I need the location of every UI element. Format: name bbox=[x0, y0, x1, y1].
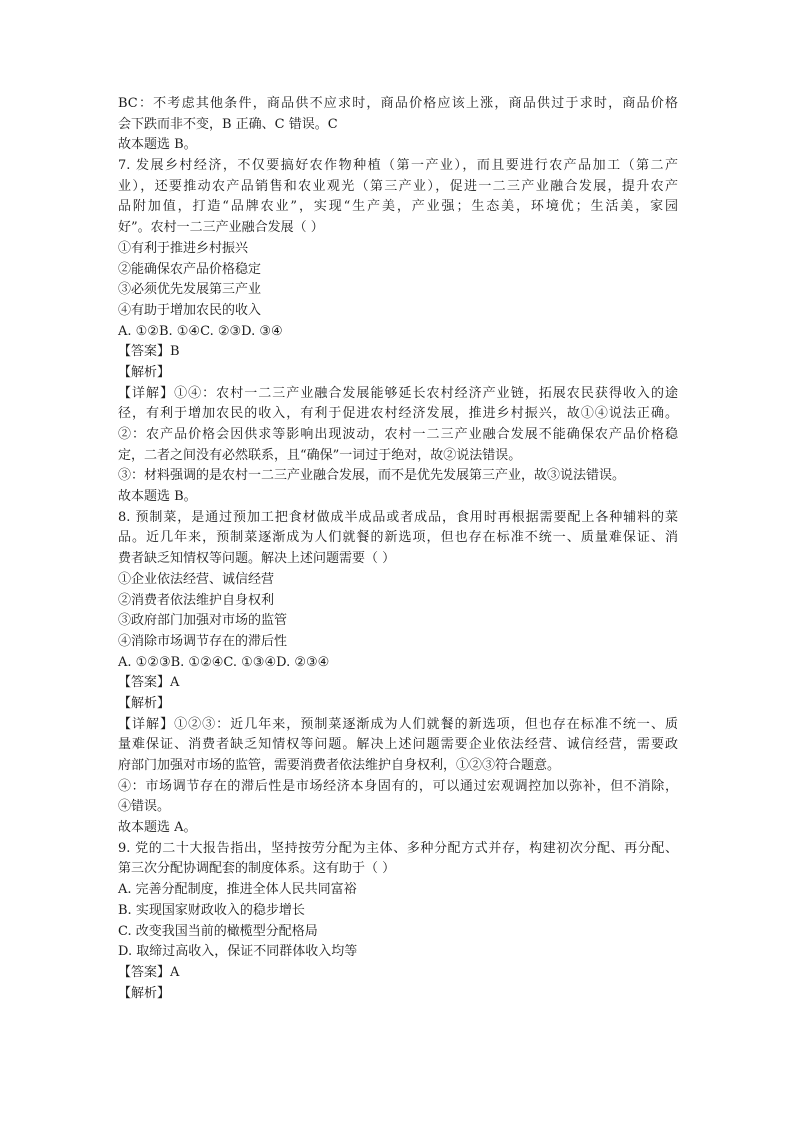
question-7-item: ④有助于增加农民的收入 bbox=[118, 302, 262, 318]
question-7-analysis: 【详解】①④：农村一二三产业融合发展能够延长农村经济产业链，拓展农民获得收入的途 bbox=[118, 385, 678, 401]
question-7-answer: 【答案】B bbox=[118, 344, 180, 360]
question-7-stem: 好”。农村一二三产业融合发展（ ） bbox=[118, 220, 324, 236]
question-8-stem: 品。近几年来，预制菜逐渐成为人们就餐的新选项，但也存在标准不统一、质量难保证、消 bbox=[118, 530, 678, 546]
question-8-analysis-label: 【解析】 bbox=[118, 695, 171, 711]
question-8-stem: 费者缺乏知情权等问题。解决上述问题需要（ ） bbox=[118, 551, 396, 567]
question-7-analysis: 定，二者之间没有必然联系，且“确保”一词过于绝对，故②说法错误。 bbox=[118, 447, 522, 463]
question-8-conclusion: 故本题选 A。 bbox=[118, 820, 197, 836]
question-8-options: A. ①②③B. ①②④C. ①③④D. ②③④ bbox=[118, 654, 330, 670]
question-7-item: ③必须优先发展第三产业 bbox=[118, 282, 262, 298]
question-7-analysis-label: 【解析】 bbox=[118, 364, 171, 380]
question-9-answer: 【答案】A bbox=[118, 964, 180, 980]
question-9-option-c: C. 改变我国当前的橄榄型分配格局 bbox=[118, 923, 318, 939]
question-9-option-b: B. 实现国家财政收入的稳步增长 bbox=[118, 902, 305, 918]
question-8-answer: 【答案】A bbox=[118, 675, 180, 691]
question-8-analysis: ④错误。 bbox=[118, 799, 171, 815]
text-line: 故本题选 B。 bbox=[118, 137, 197, 153]
text-line: BC：不考虑其他条件，商品供不应求时，商品价格应该上涨，商品供过于求时，商品价格 bbox=[118, 96, 678, 111]
question-7-stem: 业），还要推动农产品销售和农业观光（第三产业），促进一二三产业融合发展，提升农产 bbox=[118, 178, 678, 194]
document-page bbox=[118, 94, 678, 1004]
question-9-option-a: A. 完善分配制度，推进全体人民共同富裕 bbox=[118, 882, 357, 898]
question-8-item: ①企业依法经营、诚信经营 bbox=[118, 571, 275, 587]
question-7-item: ①有利于推进乡村振兴 bbox=[118, 240, 249, 256]
question-9-stem: 第三次分配协调配套的制度体系。这有助于（ ） bbox=[118, 861, 396, 877]
question-8-stem: 8. 预制菜，是通过预加工把食材做成半成品或者成品，食用时再根据需要配上各种辅料的菜 bbox=[118, 509, 678, 525]
question-7-item: ②能确保农产品价格稳定 bbox=[118, 261, 262, 277]
question-7-analysis: ②：农产品价格会因供求等影响出现波动，农村一二三产业融合发展不能确保农产品价格稳 bbox=[118, 427, 678, 442]
question-8-item: ②消费者依法维护自身权利 bbox=[118, 592, 275, 608]
question-7-stem: 7. 发展乡村经济，不仅要搞好农作物种植（第一产业），而且要进行农产品加工（第二产 bbox=[118, 158, 678, 174]
question-9-stem: 9. 党的二十大报告指出，坚持按劳分配为主体、多种分配方式并存，构建初次分配、再分配、 bbox=[118, 840, 678, 856]
question-7-stem: 品附加值，打造“品牌农业”，实现“生产美，产业强；生态美，环境优；生活美，家园 bbox=[118, 199, 678, 215]
question-8-analysis: ④：市场调节存在的滞后性是市场经济本身固有的，可以通过宏观调控加以弥补，但不消除， bbox=[118, 778, 678, 794]
question-7-conclusion: 故本题选 B。 bbox=[118, 489, 197, 505]
text-line: 会下跌而非不变，B 正确、C 错误。C bbox=[118, 116, 338, 132]
question-8-analysis: 【详解】①②③：近几年来，预制菜逐渐成为人们就餐的新选项，但也存在标准不统一、质 bbox=[118, 716, 678, 732]
question-8-item: ④消除市场调节存在的滞后性 bbox=[118, 633, 288, 649]
question-9-analysis-label: 【解析】 bbox=[118, 985, 171, 1001]
question-8-analysis: 量难保证、消费者缺乏知情权等问题。解决上述问题需要企业依法经营、诚信经营，需要政 bbox=[118, 737, 678, 753]
question-7-analysis: ③：材料强调的是农村一二三产业融合发展，而不是优先发展第三产业，故③说法错误。 bbox=[118, 468, 626, 484]
question-9-option-d: D. 取缔过高收入，保证不同群体收入均等 bbox=[118, 944, 358, 960]
question-7-options: A. ①②B. ①④C. ②③D. ③④ bbox=[118, 323, 283, 339]
question-8-analysis: 府部门加强对市场的监管，需要消费者依法维护自身权利，①②③符合题意。 bbox=[118, 758, 561, 773]
question-8-item: ③政府部门加强对市场的监管 bbox=[118, 613, 288, 629]
question-7-analysis: 径，有利于增加农民的收入，有利于促进农村经济发展，推进乡村振兴，故①④说法正确。 bbox=[118, 406, 678, 422]
